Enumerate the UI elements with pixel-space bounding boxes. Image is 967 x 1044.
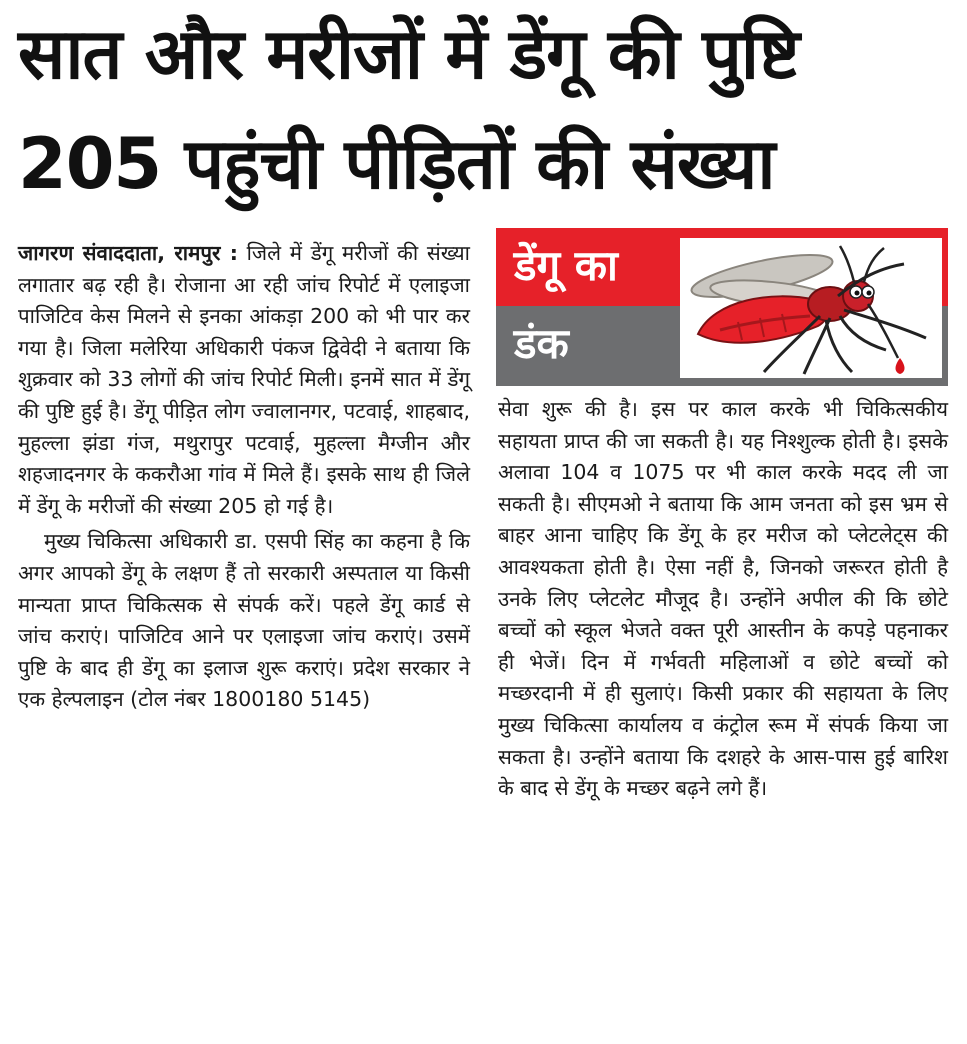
mosquito-illustration [680, 238, 942, 378]
dengue-graphic [496, 228, 948, 386]
graphic-title-line-1: डेंगू का [514, 241, 618, 290]
article-column-right [498, 394, 948, 805]
article-column-left [18, 238, 470, 716]
article-paragraph-3: सेवा शुरू की है। इस पर काल करके भी चिकित्सकीय सहायता प्राप्त की जा सकती है। यह निश्शुल्क होती है। इसके अलावा 104 व 1075 पर भी काल करके मदद ली जा सकती है। सीएमओ ने बताया कि आम जनता को इस भ्रम से बाहर आना चाहिए कि डेंगू के हर मरीज को प्लेटलेट्स की आवश्यकता होती है। ऐसा नहीं है, जिनको जरूरत होती है उनके लिए प्लेटलेट मौजूद है। उन्होंने अपील की कि छोटे बच्चों को स्कूल भेजते वक्त पूरी आस्तीन के कपड़े पहनाकर ही भेजें। दिन में गर्भवती महिलाओं व छोटे बच्चों को मच्छरदानी में ही सुलाएं। किसी प्रकार की सहायता के लिए मुख्य चिकित्सा कार्यालय व कंट्रोल रूम में संपर्क किया जा सकता है। उन्होंने बताया कि दशहरे के आस-पास हुई बारिश के बाद से डेंगू के मच्छर बढ़ने लगे हैं। [498, 397, 948, 801]
byline: जागरण संवाददाता, रामपुर : [18, 241, 238, 265]
headline-line-2: 205 पहुंची पीड़ितों की संख्या [18, 123, 775, 205]
article-paragraph-1 [18, 238, 470, 522]
headline-line-1: सात और मरीजों में डेंगू की पुष्टि [18, 13, 799, 95]
graphic-title-line-2: डंक [514, 319, 569, 368]
mosquito-icon [680, 238, 942, 378]
article-paragraph-1-text: जिले में डेंगू मरीजों की संख्या लगातार बढ़ रही है। रोजाना आ रही जांच रिपोर्ट में एलाइजा पाजिटिव केस मिलने से इनका आंकड़ा 200 को भी पार कर गया है। जिला मलेरिया अधिकारी पंकज द्विवेदी ने बताया कि शुक्रवार को 33 लोगों की जांच रिपोर्ट मिली। इनमें सात में डेंगू की पुष्टि हुई है। डेंगू पीड़ित लोग ज्वालानगर, पटवाई, शाहबाद, मुहल्ला झंडा गंज, मथुरापुर पटवाई, मुहल्ला मैग्जीन और शहजादनगर के ककरौआ गांव में मिले हैं। इसके साथ ही जिले में डेंगू के मरीजों की संख्या 205 हो गई है। [18, 241, 470, 518]
article-paragraph-2: मुख्य चिकित्सा अधिकारी डा. एसपी सिंह का कहना है कि अगर आपको डेंगू के लक्षण हैं तो सरकारी अस्पताल या किसी मान्यता प्राप्त चिकित्सक से संपर्क करें। पहले डेंगू कार्ड से जांच कराएं। पाजिटिव आने पर एलाइजा जांच कराएं। उसमें पुष्टि के बाद ही डेंगू का इलाज शुरू कराएं। प्रदेश सरकार ने एक हेल्पलाइन (टोल नंबर 1800180 5145) [18, 529, 470, 712]
